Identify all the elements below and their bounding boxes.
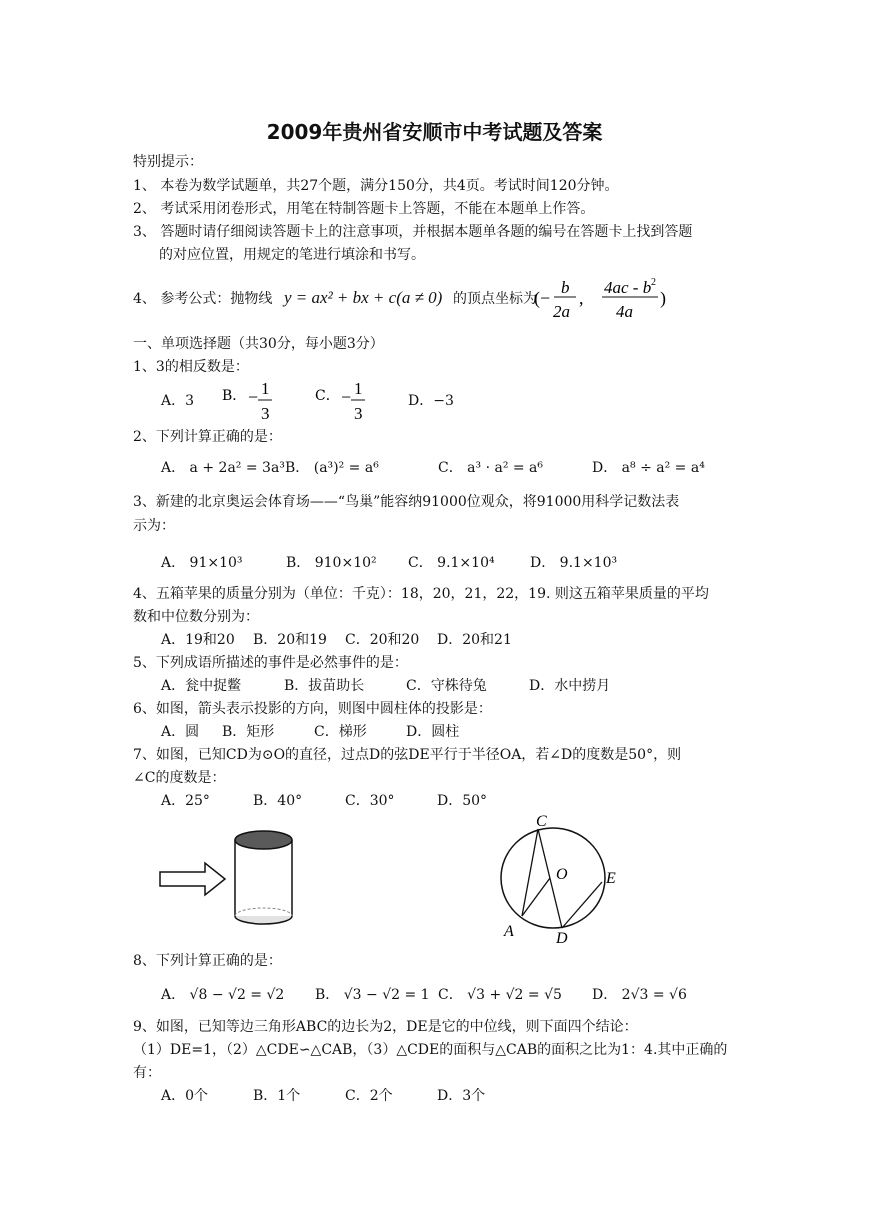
svg-text:): )	[660, 288, 666, 308]
q6-option-c: C．梯形	[314, 724, 367, 740]
q9-option-c: C．2个	[345, 1088, 393, 1104]
q1-option-a: A．3	[161, 393, 195, 409]
q2-option-c: C． a³ · a² = a⁶	[438, 460, 544, 476]
q8-option-d: D． 2√3 = √6	[592, 987, 687, 1003]
q9-option-a: A．0个	[161, 1088, 209, 1104]
q7-stem-line1: 7、如图，已知CD为⊙O的直径，过点D的弦DE平行于半径OA，若∠D的度数是50°，则	[133, 747, 682, 763]
svg-text:,: ,	[579, 288, 584, 308]
q5-option-d: D．水中捞月	[529, 678, 611, 694]
q9-stem-line1: 9、如图，已知等边三角形ABC的边长为2，DE是它的中位线，则下面四个结论：	[133, 1019, 638, 1035]
label-d: D	[556, 930, 568, 947]
q8-option-b: B． √3 − √2 = 1	[315, 987, 430, 1003]
vertex-formula-graphic	[534, 276, 674, 322]
note-4-mid: 的顶点坐标为	[453, 291, 537, 307]
q4-option-c: C．20和20	[345, 632, 420, 648]
q8-stem: 8、下列计算正确的是：	[133, 953, 282, 969]
q6-option-b: B．矩形	[222, 724, 275, 740]
svg-text:3: 3	[261, 404, 270, 423]
q4-option-d: D．20和21	[437, 632, 512, 648]
q6-option-a: A．圆	[161, 724, 200, 740]
q8-option-c: C． √3 + √2 = √5	[438, 987, 562, 1003]
q3-option-a: A． 91×10³	[161, 555, 243, 571]
note-4-prefix: 4、 参考公式：抛物线	[133, 291, 273, 307]
svg-text:1: 1	[261, 379, 270, 398]
q4-stem-line1: 4、五箱苹果的质量分别为（单位：千克）：18，20，21，22，19. 则这五箱苹果质量的平均	[133, 586, 709, 602]
note-3-line2: 的对应位置，用规定的笔进行填涂和书写。	[159, 247, 425, 263]
q9-stem-line2: （1）DE=1，（2）△CDE∽△CAB，（3）△CDE的面积与△CAB的面积之比为1：4.其中正确的	[133, 1042, 728, 1058]
note-1: 1、 本卷为数学试题单，共27个题，满分150分，共4页。考试时间120分钟。	[133, 178, 619, 194]
svg-text:b: b	[561, 278, 570, 297]
section-1-heading: 一、单项选择题（共30分，每小题3分）	[133, 336, 384, 352]
q5-option-c: C．守株待兔	[406, 678, 487, 694]
q7-stem-line2: ∠C的度数是：	[133, 770, 226, 786]
q1-option-b	[222, 376, 282, 426]
svg-text:4a: 4a	[616, 302, 633, 321]
label-c: C	[536, 813, 547, 830]
note-2: 2、 考试采用闭卷形式，用笔在特制答题卡上答题，不能在本题单上作答。	[133, 201, 595, 217]
label-o: O	[556, 866, 568, 883]
svg-text:C．: C．	[315, 388, 340, 404]
q2-option-d: D． a⁸ ÷ a² = a⁴	[592, 460, 705, 476]
q9-option-b: B．1个	[253, 1088, 301, 1104]
q9-option-d: D．3个	[437, 1088, 486, 1104]
q6-option-d: D．圆柱	[406, 724, 460, 740]
circle-figure	[498, 812, 628, 948]
q5-option-a: A．瓮中捉鳖	[161, 678, 242, 694]
svg-text:2: 2	[651, 277, 656, 288]
q4-stem-line2: 数和中位数分别为：	[133, 609, 259, 625]
label-e: E	[606, 870, 616, 887]
q9-stem-line3: 有：	[133, 1065, 161, 1081]
q2-option-b: B． (a³)² = a⁶	[285, 460, 379, 476]
q7-option-d: D．50°	[437, 793, 488, 809]
q7-option-b: B．40°	[253, 793, 303, 809]
label-a: A	[504, 923, 514, 940]
q7-option-c: C．30°	[345, 793, 395, 809]
svg-text:3: 3	[354, 404, 363, 423]
svg-text:B．: B．	[222, 388, 247, 404]
chord-ca	[522, 829, 538, 916]
projection-arrow-icon	[160, 863, 225, 895]
q3-stem-line2: 示为：	[133, 518, 175, 534]
parabola-formula: y = ax² + bx + c(a ≠ 0)	[284, 288, 443, 307]
notes-header: 特别提示：	[133, 154, 203, 170]
svg-text:−: −	[341, 387, 352, 407]
cylinder-figure	[155, 822, 305, 942]
q2-stem: 2、下列计算正确的是：	[133, 429, 282, 445]
q1-option-c	[315, 376, 375, 426]
q5-option-b: B．拔苗助长	[284, 678, 365, 694]
svg-text:2a: 2a	[553, 302, 570, 321]
q3-stem-line1: 3、新建的北京奥运会体育场——“鸟巢”能容纳91000位观众，将91000用科学记数法表	[133, 494, 680, 510]
circle-o	[501, 828, 605, 928]
q7-option-a: A．25°	[161, 793, 210, 809]
page-title: 2009年贵州省安顺市中考试题及答案	[266, 120, 603, 144]
svg-text:−: −	[248, 387, 259, 407]
q6-stem: 6、如图，箭头表示投影的方向，则图中圆柱体的投影是：	[133, 701, 492, 717]
radius-oa	[522, 878, 550, 916]
q3-option-c: C． 9.1×10⁴	[408, 555, 495, 571]
q1-stem: 1、3的相反数是：	[133, 359, 249, 375]
q8-option-a: A． √8 − √2 = √2	[161, 987, 285, 1003]
cylinder-shape	[235, 831, 292, 924]
svg-text:(−: (−	[534, 288, 551, 308]
q4-option-a: A．19和20	[161, 632, 235, 648]
q3-option-d: D． 9.1×10³	[530, 555, 618, 571]
svg-text:1: 1	[354, 379, 363, 398]
q3-option-b: B． 910×10²	[286, 555, 377, 571]
svg-text:4ac - b: 4ac - b	[604, 278, 652, 297]
q2-option-a: A． a + 2a² = 3a³	[161, 460, 285, 476]
note-3-line1: 3、 答题时请仔细阅读答题卡上的注意事项，并根据本题单各题的编号在答题卡上找到答题	[133, 224, 693, 240]
q4-option-b: B．20和19	[253, 632, 327, 648]
q1-option-d: D．−3	[408, 393, 454, 409]
q5-stem: 5、下列成语所描述的事件是必然事件的是：	[133, 655, 408, 671]
